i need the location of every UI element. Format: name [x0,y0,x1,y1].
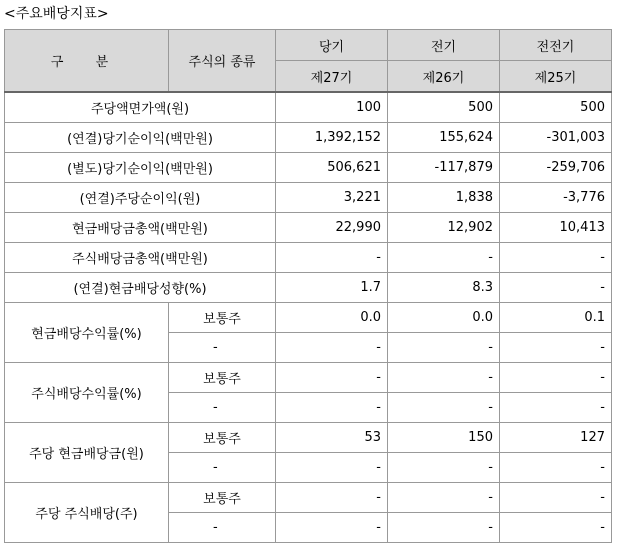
value-cell: 1,838 [388,183,500,213]
value-cell: 10,413 [500,213,612,243]
value-cell: 127 [500,423,612,453]
value-cell: 155,624 [388,123,500,153]
group-label: 현금배당수익률(%) [5,303,169,363]
stock-type-cell: - [169,333,276,363]
value-cell: - [500,243,612,273]
value-cell: - [388,363,500,393]
value-cell: 22,990 [276,213,388,243]
table-row [5,183,612,213]
value-cell: 500 [500,92,612,123]
header-period-before-previous: 전전기 [500,30,612,61]
value-cell: - [500,513,612,543]
table-row [5,303,612,333]
table-row [5,273,612,303]
row-label: (연결)주당순이익(원) [5,183,276,213]
header-gubun: 구 분 [5,30,169,93]
table-row [5,213,612,243]
value-cell: 1.7 [276,273,388,303]
stock-type-cell: - [169,453,276,483]
row-label: (별도)당기순이익(백만원) [5,153,276,183]
value-cell: - [276,363,388,393]
value-cell: - [276,243,388,273]
value-cell: 150 [388,423,500,453]
value-cell: 8.3 [388,273,500,303]
table-caption: <주요배당지표> [4,6,109,22]
row-label: 현금배당금총액(백만원) [5,213,276,243]
value-cell: 500 [388,92,500,123]
stock-type-cell: 보통주 [169,303,276,333]
value-cell: - [276,513,388,543]
table-row [5,243,612,273]
row-label: 주식배당금총액(백만원) [5,243,276,273]
value-cell: - [388,333,500,363]
value-cell: 0.0 [276,303,388,333]
value-cell: - [500,273,612,303]
header-stock-type: 주식의 종류 [169,30,276,93]
value-cell: 506,621 [276,153,388,183]
value-cell: - [500,483,612,513]
value-cell: - [388,483,500,513]
value-cell: - [276,483,388,513]
table-row [5,123,612,153]
stock-type-cell: 보통주 [169,423,276,453]
header-term-before-previous: 제25기 [500,61,612,93]
value-cell: 0.0 [388,303,500,333]
value-cell: - [388,453,500,483]
value-cell: -301,003 [500,123,612,153]
value-cell: - [500,333,612,363]
value-cell: - [388,513,500,543]
row-label: (연결)당기순이익(백만원) [5,123,276,153]
header-term-current: 제27기 [276,61,388,93]
value-cell: -117,879 [388,153,500,183]
stock-type-cell: - [169,513,276,543]
header-term-previous: 제26기 [388,61,500,93]
value-cell: - [500,453,612,483]
stock-type-cell: 보통주 [169,483,276,513]
value-cell: 1,392,152 [276,123,388,153]
value-cell: 100 [276,92,388,123]
value-cell: 53 [276,423,388,453]
table-row [5,423,612,453]
value-cell: - [500,363,612,393]
value-cell: -259,706 [500,153,612,183]
table-row [5,483,612,513]
table-row [5,153,612,183]
value-cell: - [388,243,500,273]
value-cell: -3,776 [500,183,612,213]
value-cell: - [276,393,388,423]
dividend-indicators-table [4,29,612,543]
group-label: 주당 현금배당금(원) [5,423,169,483]
header-period-previous: 전기 [388,30,500,61]
value-cell: 3,221 [276,183,388,213]
value-cell: - [276,453,388,483]
row-label: (연결)현금배당성향(%) [5,273,276,303]
value-cell: 0.1 [500,303,612,333]
stock-type-cell: 보통주 [169,363,276,393]
group-label: 주식배당수익률(%) [5,363,169,423]
value-cell: - [500,393,612,423]
value-cell: 12,902 [388,213,500,243]
group-label: 주당 주식배당(주) [5,483,169,543]
value-cell: - [276,333,388,363]
table-row [5,92,612,123]
value-cell: - [388,393,500,423]
header-period-current: 당기 [276,30,388,61]
stock-type-cell: - [169,393,276,423]
row-label: 주당액면가액(원) [5,92,276,123]
header-row-periods [5,30,612,61]
table-row [5,363,612,393]
